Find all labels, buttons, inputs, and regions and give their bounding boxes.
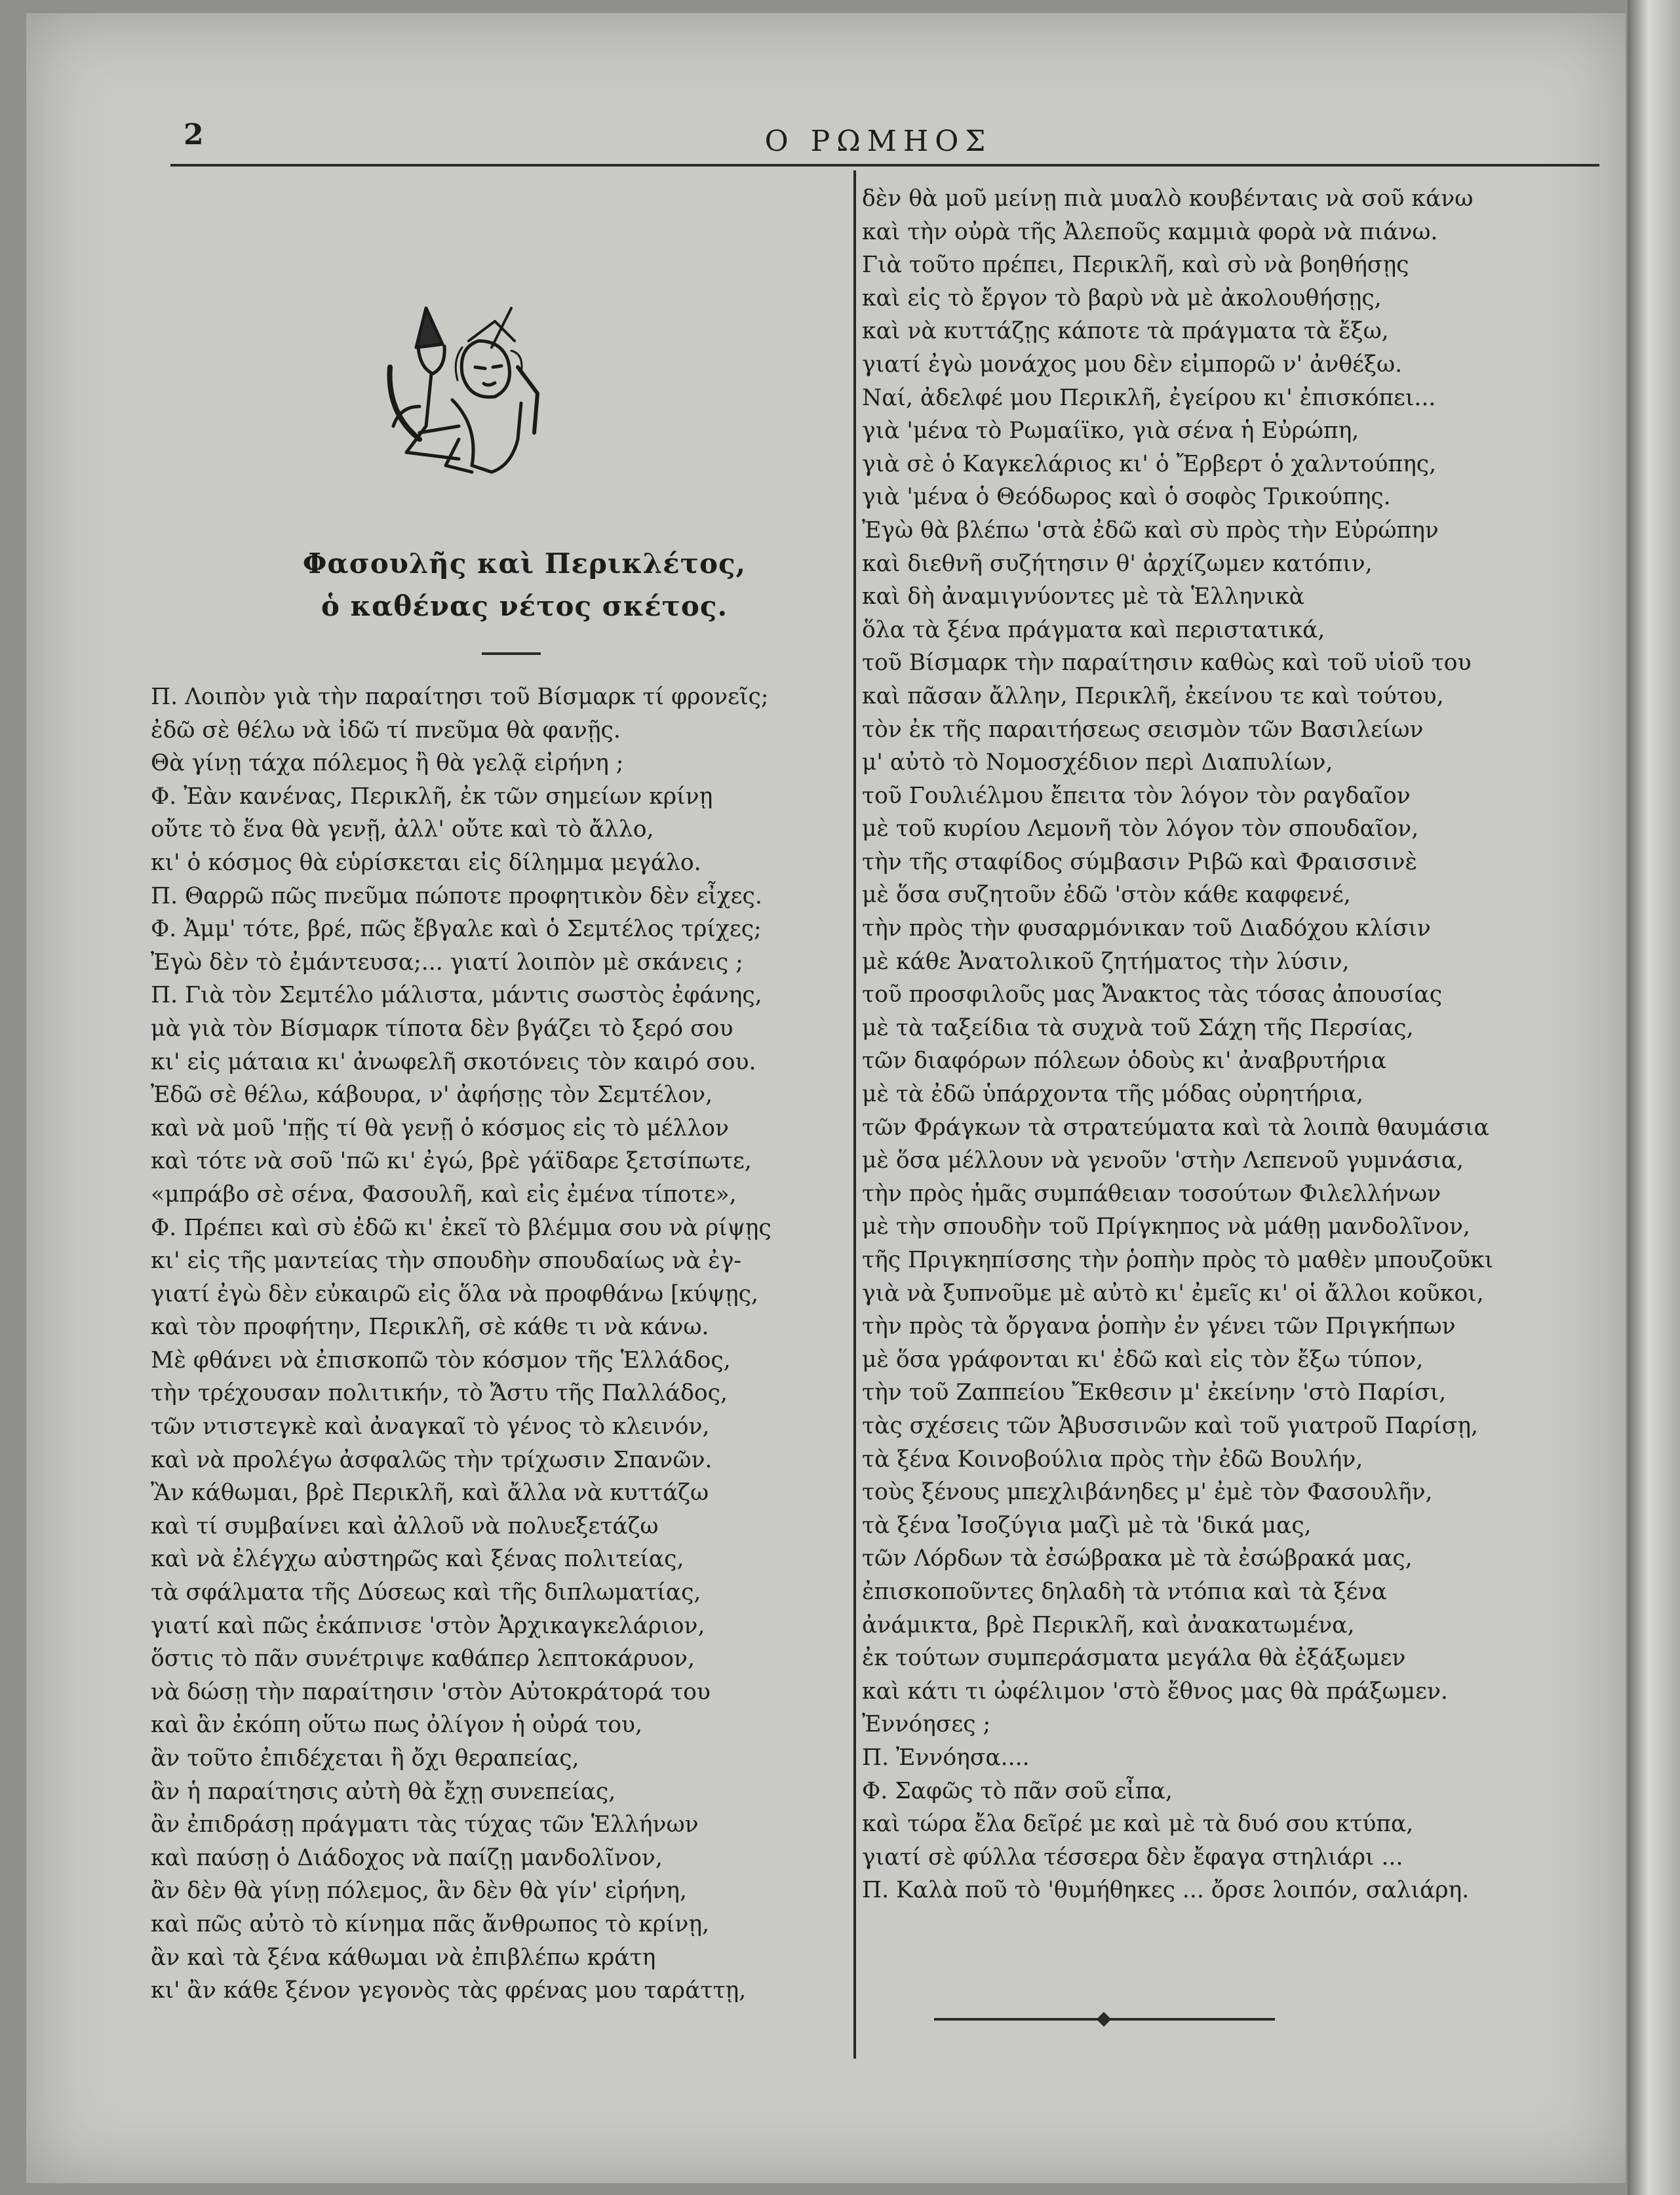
- verse-line: καὶ τώρα ἔλα δεῖρέ με καὶ μὲ τὰ δυό σου κτύπα,: [862, 1811, 1414, 1838]
- verse-line: τοῦ Γουλιέλμου ἔπειτα τὸν λόγον τὸν ραγδαῖον: [862, 782, 1411, 809]
- verse-line: τὴν τοῦ Ζαππείου Ἔκθεσιν μ' ἐκείνην 'στὸ Παρίσι,: [862, 1379, 1447, 1406]
- verse-line: τοῦ προσφιλοῦς μας Ἄνακτος τὰς τόσας ἀπουσίας: [862, 981, 1443, 1008]
- verse-line: Γιὰ τοῦτο πρέπει, Περικλῆ, καὶ σὺ νὰ βοηθήσῃς: [862, 252, 1409, 279]
- verse-line: τὰ ξένα Ἰσοζύγια μαζὶ μὲ τὰ 'δικά μας,: [862, 1512, 1312, 1539]
- verse-line: Ἐδῶ σὲ θέλω, κάβουρα, ν' ἀφήσῃς τὸν Σεμτέλον,: [151, 1082, 713, 1109]
- verse-line: ἂν καὶ τὰ ξένα κάθωμαι νὰ ἐπιβλέπω κράτη: [151, 1944, 656, 1971]
- verse-line: ἂν ἡ παραίτησις αὐτὴ θὰ ἔχῃ συνεπείας,: [151, 1778, 616, 1805]
- verse-line: τὴν τῆς σταφίδος σύμβασιν Ριβῶ καὶ Φραισσινὲ: [862, 848, 1418, 875]
- verse-line: γιατί ἐγὼ μονάχος μου δὲν εἰμπορῶ ν' ἀνθέξω.: [862, 351, 1403, 378]
- verse-line: Π. Γιὰ τὸν Σεμτέλο μάλιστα, μάντις σωστὸς ἐφάνης,: [151, 982, 762, 1009]
- verse-line: μ' αὐτὸ τὸ Νομοσχέδιον περὶ Διαπυλίων,: [862, 749, 1333, 776]
- verse-line: καὶ νὰ κυττάζῃς κάποτε τὰ πράγματα τὰ ἔξω,: [862, 318, 1389, 345]
- page-number: 2: [184, 118, 204, 151]
- verse-line: καὶ διεθνῆ συζήτησιν θ' ἀρχίζωμεν κατόπιν,: [862, 550, 1373, 577]
- verse-line: καὶ τὸν προφήτην, Περικλῆ, σὲ κάθε τι νὰ κάνω.: [151, 1314, 709, 1341]
- header-rule: [170, 164, 1599, 167]
- verse-line: τῆς Πριγκηπίσσης τὴν ῥοπὴν πρὸς τὸ μαθὲν μπουζοῦκι: [862, 1247, 1494, 1273]
- verse-line: τὴν πρὸς τὴν φυσαρμόνικαν τοῦ Διαδόχου κλίσιν: [862, 915, 1431, 942]
- verse-line: ἐδῶ σὲ θέλω νὰ ἰδῶ τί πνεῦμα θὰ φανῇς.: [151, 717, 621, 743]
- verse-line: μὲ τὰ ἐδῶ ὑπάρχοντα τῆς μόδας οὐρητήρια,: [862, 1081, 1363, 1108]
- verse-line: τῶν Φράγκων τὰ στρατεύματα καὶ τὰ λοιπὰ θαυμάσια: [862, 1114, 1489, 1141]
- verse-line: τῶν Λόρδων τὰ ἐσώβρακα μὲ τὰ ἐσώβρακά μας,: [862, 1545, 1413, 1572]
- verse-line: γιὰ 'μένα τὸ Ρωμαίϊκο, γιὰ σένα ἡ Εὐρώπη,: [862, 418, 1359, 445]
- verse-line: τοὺς ξένους μπεχλιβάνηδες μ' ἐμὲ τὸν Φασουλῆν,: [862, 1479, 1433, 1506]
- verse-line: ὅστις τὸ πᾶν συνέτριψε καθάπερ λεπτοκάρυον,: [151, 1646, 695, 1672]
- right-column-text: [862, 182, 1622, 1907]
- verse-line: τὴν πρὸς ἡμᾶς συμπάθειαν τοσούτων Φιλελλήνων: [862, 1180, 1441, 1207]
- column-divider: [853, 170, 856, 2059]
- verse-line: τὰ σφάλματα τῆς Δύσεως καὶ τῆς διπλωματίας,: [151, 1579, 701, 1606]
- verse-line: γιατί σὲ φύλλα τέσσερα δὲν ἔφαγα στηλιάρι ...: [862, 1844, 1403, 1870]
- verse-line: Φ. Πρέπει καὶ σὺ ἐδῶ κι' ἐκεῖ τὸ βλέμμα σου νὰ ρίψῃς: [151, 1214, 772, 1241]
- verse-line: οὔτε τὸ ἕνα θὰ γενῇ, ἀλλ' οὔτε καὶ τὸ ἄλλο,: [151, 816, 654, 843]
- verse-line: καὶ πᾶσαν ἄλλην, Περικλῆ, ἐκείνου τε καὶ τούτου,: [862, 682, 1444, 709]
- verse-line: Ἂν κάθωμαι, βρὲ Περικλῆ, καὶ ἄλλα νὰ κυττάζω: [151, 1480, 709, 1507]
- page-edge: [1628, 0, 1680, 2195]
- article-heading-line1: Φασουλῆς καὶ Περικλέτος,: [302, 547, 747, 580]
- caricature-illustration: [380, 269, 577, 485]
- verse-line: κι' ὁ κόσμος θὰ εὑρίσκεται εἰς δίλημμα μεγάλο.: [151, 849, 701, 876]
- verse-line: καὶ τὴν οὐρὰ τῆς Ἀλεποῦς καμμιὰ φορὰ νὰ πιάνω.: [862, 218, 1438, 245]
- verse-line: Ἐγὼ δὲν τὸ ἐμάντευσα;... γιατί λοιπὸν μὲ σκάνεις ;: [151, 949, 743, 976]
- verse-line: τὰ ξένα Κοινοβούλια πρὸς τὴν ἐδῶ Βουλήν,: [862, 1446, 1363, 1473]
- verse-line: γιὰ νὰ ξυπνοῦμε μὲ αὐτὸ κι' ἐμεῖς κι' οἱ ἄλλοι κοῦκοι,: [862, 1280, 1484, 1307]
- verse-line: Θὰ γίνῃ τάχα πόλεμος ἢ θὰ γελᾷ εἰρήνη ;: [151, 750, 624, 777]
- verse-line: καὶ πῶς αὐτὸ τὸ κίνημα πᾶς ἄνθρωπος τὸ κρίνῃ,: [151, 1910, 710, 1937]
- verse-line: Π. Λοιπὸν γιὰ τὴν παραίτησι τοῦ Βίσμαρκ τί φρονεῖς;: [151, 684, 769, 710]
- article-heading-line2: ὁ καθένας νέτος σκέτος.: [321, 590, 728, 622]
- verse-line: μὲ ὅσα συζητοῦν ἐδῶ 'στὸν κάθε καφφενέ,: [862, 882, 1351, 909]
- verse-line: γιατί καὶ πῶς ἐκάπνισε 'στὸν Ἀρχικαγκελάριον,: [151, 1612, 705, 1639]
- verse-line: τῶν ντιστεγκὲ καὶ ἀναγκαῖ τὸ γένος τὸ κλεινόν,: [151, 1414, 710, 1440]
- verse-line: Μὲ φθάνει νὰ ἐπισκοπῶ τὸν κόσμον τῆς Ἑλλάδος,: [151, 1347, 731, 1374]
- verse-line: τὸν ἐκ τῆς παραιτήσεως σεισμὸν τῶν Βασιλείων: [862, 716, 1424, 743]
- newspaper-title: Ο ΡΩΜΗΟΣ: [764, 125, 992, 158]
- end-ornament: [1097, 2012, 1112, 2027]
- newspaper-page: [26, 13, 1626, 2183]
- verse-line: μὲ ὅσα γράφονται κι' ἐδῶ καὶ εἰς τὸν ἔξω τύπον,: [862, 1346, 1424, 1373]
- left-column-text: [151, 681, 846, 2007]
- verse-line: καὶ κάτι τι ὠφέλιμον 'στὸ ἔθνος μας θὰ πράξωμεν.: [862, 1678, 1448, 1705]
- verse-line: ἂν δὲν θὰ γίνῃ πόλεμος, ἂν δὲν θὰ γίν' εἰρήνη,: [151, 1878, 687, 1905]
- verse-line: καὶ τότε νὰ σοῦ 'πῶ κι' ἐγώ, βρὲ γάϊδαρε ξετσίπωτε,: [151, 1148, 752, 1175]
- verse-line: ἐκ τούτων συμπεράσματα μεγάλα θὰ ἐξάξωμεν: [862, 1645, 1406, 1672]
- verse-line: Ναί, ἀδελφέ μου Περικλῆ, ἐγείρου κι' ἐπισκόπει...: [862, 384, 1436, 411]
- verse-line: Ἐννόησες ;: [862, 1711, 991, 1738]
- page-header: [157, 111, 1599, 170]
- verse-line: καὶ ἂν ἐκόπη οὕτω πως ὀλίγον ἡ οὐρά του,: [151, 1712, 642, 1739]
- verse-line: μὲ κάθε Ἀνατολικοῦ ζητήματος τὴν λύσιν,: [862, 948, 1350, 975]
- verse-line: μὰ γιὰ τὸν Βίσμαρκ τίποτα δὲν βγάζει τὸ ξερό σου: [151, 1015, 733, 1042]
- verse-line: τὴν πρὸς τὰ ὄργανα ῥοπὴν ἐν γένει τῶν Πριγκήπων: [862, 1313, 1456, 1340]
- verse-line: Φ. Ἐὰν κανένας, Περικλῆ, ἐκ τῶν σημείων κρίνῃ: [151, 783, 713, 810]
- verse-line: μὲ τοῦ κυρίου Λεμονῆ τὸν λόγον τὸν σπουδαῖον,: [862, 816, 1419, 842]
- verse-line: Π. Ἐννόησα....: [862, 1744, 1030, 1771]
- verse-line: ἂν τοῦτο ἐπιδέχεται ἢ ὄχι θεραπείας,: [151, 1745, 579, 1771]
- verse-line: Π. Θαρρῶ πῶς πνεῦμα πώποτε προφητικὸν δὲν εἶχες.: [151, 882, 762, 909]
- verse-line: νὰ δώσῃ τὴν παραίτησιν 'στὸν Αὐτοκράτορά του: [151, 1678, 711, 1705]
- verse-line: καὶ τί συμβαίνει καὶ ἀλλοῦ νὰ πολυεξετάζω: [151, 1513, 659, 1539]
- verse-line: κι' εἰς μάταια κι' ἀνωφελῆ σκοτόνεις τὸν καιρό σου.: [151, 1048, 756, 1075]
- verse-line: γιὰ 'μένα ὁ Θεόδωρος καὶ ὁ σοφὸς Τρικούπης.: [862, 484, 1391, 511]
- verse-line: καὶ παύσῃ ὁ Διάδοχος νὰ παίζῃ μανδολῖνον,: [151, 1844, 663, 1871]
- verse-line: ἐπισκοποῦντες δηλαδὴ τὰ ντόπια καὶ τὰ ξένα: [862, 1578, 1387, 1605]
- verse-line: τῶν διαφόρων πόλεων ὁδοὺς κι' ἀναβρυτήρια: [862, 1048, 1387, 1075]
- verse-line: τὰς σχέσεις τῶν Ἀβυσσινῶν καὶ τοῦ γιατροῦ Παρίσῃ,: [862, 1412, 1478, 1439]
- verse-line: καὶ νὰ ἐλέγχω αὐστηρῶς καὶ ξένας πολιτείας,: [151, 1546, 684, 1573]
- verse-line: ἂν ἐπιδράσῃ πράγματι τὰς τύχας τῶν Ἑλλήνων: [151, 1811, 699, 1838]
- verse-line: γιατί ἐγὼ δὲν εὐκαιρῶ εἰς ὅλα νὰ προφθάνω [κύψῃς,: [151, 1280, 758, 1307]
- verse-line: κι' εἰς τῆς μαντείας τὴν σπουδὴν σπουδαίως νὰ ἐγ-: [151, 1248, 742, 1275]
- verse-line: καὶ νὰ προλέγω ἀσφαλῶς τὴν τρίχωσιν Σπανῶν.: [151, 1446, 713, 1473]
- verse-line: ἀνάμικτα, βρὲ Περικλῆ, καὶ ἀνακατωμένα,: [862, 1612, 1355, 1638]
- verse-line: καὶ νὰ μοῦ 'πῇς τί θὰ γενῇ ὁ κόσμος εἰς τὸ μέλλον: [151, 1115, 729, 1141]
- verse-line: Π. Καλὰ ποῦ τὸ 'θυμήθηκες ... ὄρσε λοιπόν, σαλιάρη.: [862, 1877, 1470, 1904]
- verse-line: κι' ἂν κάθε ξένον γεγονὸς τὰς φρένας μου ταράττῃ,: [151, 1977, 747, 2004]
- verse-line: Φ. Ἀμμ' τότε, βρέ, πῶς ἔβγαλε καὶ ὁ Σεμτέλος τρίχες;: [151, 916, 762, 943]
- verse-line: καὶ εἰς τὸ ἔργον τὸ βαρὺ νὰ μὲ ἀκολουθήσῃς,: [862, 285, 1382, 311]
- verse-line: Φ. Σαφῶς τὸ πᾶν σοῦ εἶπα,: [862, 1777, 1173, 1804]
- verse-line: μὲ τὰ ταξείδια τὰ συχνὰ τοῦ Σάχη τῆς Περσίας,: [862, 1014, 1414, 1041]
- verse-line: δὲν θὰ μοῦ μείνῃ πιὰ μυαλὸ κουβένταις νὰ σοῦ κάνω: [862, 186, 1474, 212]
- verse-line: μὲ τὴν σπουδὴν τοῦ Πρίγκηπος νὰ μάθῃ μανδολῖνον,: [862, 1214, 1470, 1240]
- verse-line: γιὰ σὲ ὁ Καγκελάριος κι' ὁ Ἔρβερτ ὁ χαλντούπης,: [862, 450, 1437, 477]
- verse-line: «μπράβο σὲ σένα, Φασουλῆ, καὶ εἰς ἐμένα τίποτε»,: [151, 1181, 737, 1208]
- verse-line: Ἐγὼ θὰ βλέπω 'στὰ ἐδῶ καὶ σὺ πρὸς τὴν Εὐρώπην: [862, 517, 1439, 544]
- verse-line: τοῦ Βίσμαρκ τὴν παραίτησιν καθὼς καὶ τοῦ υἱοῦ του: [862, 650, 1472, 677]
- verse-line: ὅλα τὰ ξένα πράγματα καὶ περιστατικά,: [862, 616, 1325, 643]
- heading-separator: [482, 652, 541, 655]
- verse-line: τὴν τρέχουσαν πολιτικήν, τὸ Ἄστυ τῆς Παλλάδος,: [151, 1380, 728, 1407]
- verse-line: καὶ δὴ ἀναμιγνύοντες μὲ τὰ Ἑλληνικὰ: [862, 583, 1304, 610]
- verse-line: μὲ ὅσα μέλλουν νὰ γενοῦν 'στὴν Λεπενοῦ γυμνάσια,: [862, 1147, 1464, 1174]
